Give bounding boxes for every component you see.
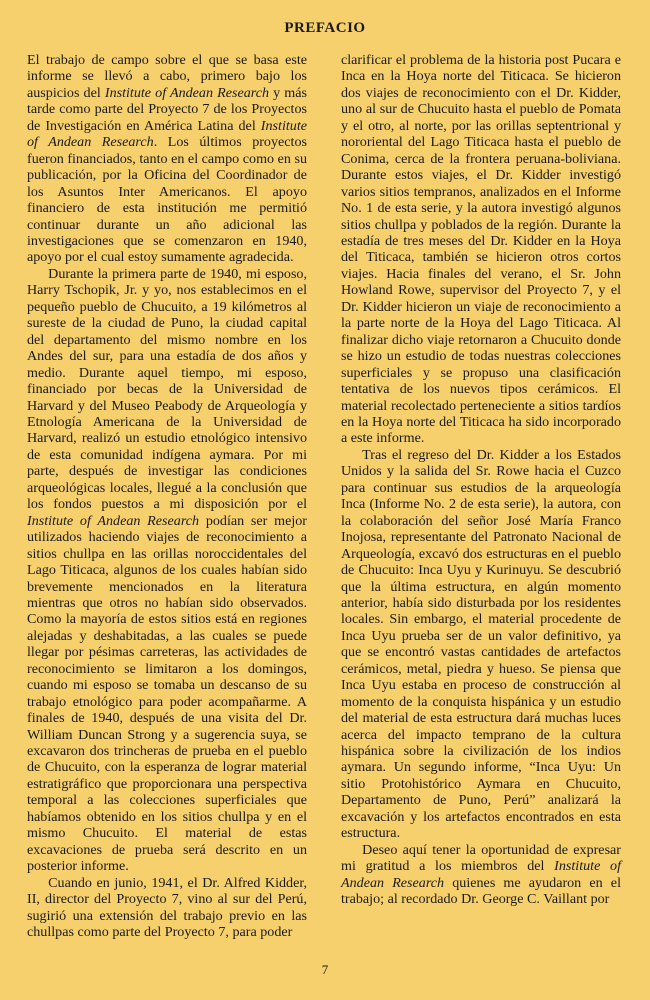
paragraph-inca-uyu: Tras el regreso del Dr. Kidder a los Estados Unidos y la salida del Sr. Rowe hacia el Cuzco para continuar sus estudios de la arqueología Inca (Informe No. 2 de esta serie), la autora, con la colaboración del señor José María Franco Inojosa, representante del Patronato Nacional de Arqueología, excavó dos estructuras en el pueblo de Chucuito: Inca Uyu y Kurinuyu. Se descubrió que la última estructura, en algún momento anterior, había sido disturbada por los residentes locales. Sin embargo, el material procedente de Inca Uyu prueba ser de un valor definitivo, ya que se encontró vastas cantidades de artefactos cerámicos, metal, piedra y hueso. Se piensa que Inca Uyu estaba en proceso de construcción al momento de la conquista hispánica y un estudio del material de esta estructura dará muchas luces acerca del impacto temprano de la cultura hispánica sobre la civilización de los indios aymara. Un segundo informe, “Inca Uyu: Un sitio Protohistórico Aymara en Chucuito, Departamento de Puno, Perú” analizará la excavación y los artefactos encontrados en esta estructura.: [341, 446, 621, 842]
paragraph-kidder-visit: Cuando en junio, 1941, el Dr. Alfred Kidder, II, director del Proyecto 7, vino al sur del Perú, sugirió una extensión del trabajo previo en las chullpas como parte del Proyecto 7, para poder: [27, 874, 307, 941]
institute-name: Institute of Andean Research: [104, 84, 270, 101]
left-column: [27, 52, 307, 940]
paragraph-fieldwork: El trabajo de campo sobre el que se basa este informe se llevó a cabo, primero bajo los auspicios del Institute of Andean Research y más tarde como parte del Proyecto 7 de los Proyectos de Investigación en América Latina del Institute of Andean Research. Los últimos proyectos fueron financiados, tanto en el campo como en su publicación, por la Oficina del Coordinador de los Asuntos Inter Americanos. El apoyo financiero de esta institución me permitió continuar durante un año adicional las investigaciones que se comenzaron en 1940, apoyo por el cual estoy sumamente agradecida.: [27, 52, 307, 266]
right-column: [341, 52, 621, 908]
paragraph-gratitude: Deseo aquí tener la oportunidad de expresar mi gratitud a los miembros del Institute of Andean Research quienes me ayudaron en el trabajo; al recordado Dr. George C. Vaillant por: [341, 841, 621, 908]
institute-name: Institute of Andean Research: [27, 117, 307, 151]
page-number: 7: [321, 962, 329, 977]
institute-name: Institute of Andean Research: [27, 512, 200, 529]
page-title: PREFACIO: [284, 20, 366, 36]
paragraph-chucuito: Durante la primera parte de 1940, mi esposo, Harry Tschopik, Jr. y yo, nos establecimos en el pequeño pueblo de Chucuito, a 19 kilómetros al sureste de la ciudad de Puno, la ciudad capital del departamento del mismo nombre en los Andes del sur, para una estadía de dos años y medio. Durante aquel tiempo, mi esposo, financiado por becas de la Universidad de Harvard y del Museo Peabody de Arqueología y Etnología Americana de la Universidad de Harvard, realizó un estudio etnológico intensivo de esta comunidad indígena aymara. Por mi parte, después de investigar las condiciones arqueológicas locales, llegué a la conclusión que los fondos puestos a mi disposición por el Institute of Andean Research podían ser mejor utilizados haciendo viajes de reconocimiento a sitios chullpa en las orillas noroccidentales del Lago Titicaca, algunos de los cuales habían sido brevemente mencionados en la literatura mientras que otros no habían sido observados. Como la mayoría de estos sitios está en regiones alejadas y deshabitadas, a las cuales se puede llegar por pésimas carreteras, las actividades de reconocimiento se limitaron a los domingos, cuando mi esposo se tomaba un descanso de su trabajo etnológico para poder acompañarme. A finales de 1940, después de una visita del Dr. William Duncan Strong y a sugerencia suya, se excavaron dos trincheras de prueba en el pueblo de Chucuito, con la esperanza de lograr material estratigráfico que proporcionara una perspectiva temporal a las colecciones superficiales que habíamos obtenido en los sitios chullpa y en el mismo Chucuito. El material de estas excavaciones de prueba será descrito en un posterior informe.: [27, 265, 307, 875]
institute-name: Institute of Andean Research: [341, 858, 621, 891]
paragraph-reconnaissance: clarificar el problema de la historia post Pucara e Inca en la Hoya norte del Titicaca. Se hicieron dos viajes de reconocimiento con el Dr. Kidder, uno al sur de Chucuito hasta el pueblo de Pomata y el otro, al norte, por las orillas septentrional y nororiental del Lago Titicaca hasta el pueblo de Conima, cerca de la frontera peruana-boliviana. Durante estos viajes, el Dr. Kidder investigó varios sitios tempranos, analizados en el Informe No. 1 de esta serie, y la autora investigó algunos sitios chullpa y poblados de la región. Durante la estadía de tres meses del Dr. Kidder en la Hoya del Titicaca, también se hicieron otros cortos viajes. Hacia finales del verano, el Sr. John Howland Rowe, supervisor del Proyecto 7, y el Dr. Kidder hicieron un viaje de reconocimiento a la parte norte de la Hoya del Lago Titicaca. Al finalizar dicho viaje retornaron a Chucuito donde se hizo un estudio de todas nuestras colecciones superficiales y se propuso una clasificación tentativa de los nuevos tipos cerámicos. El material recolectado perteneciente a sitios tardíos en la Hoya norte del Titicaca ha sido incorporado a este informe.: [341, 52, 621, 447]
